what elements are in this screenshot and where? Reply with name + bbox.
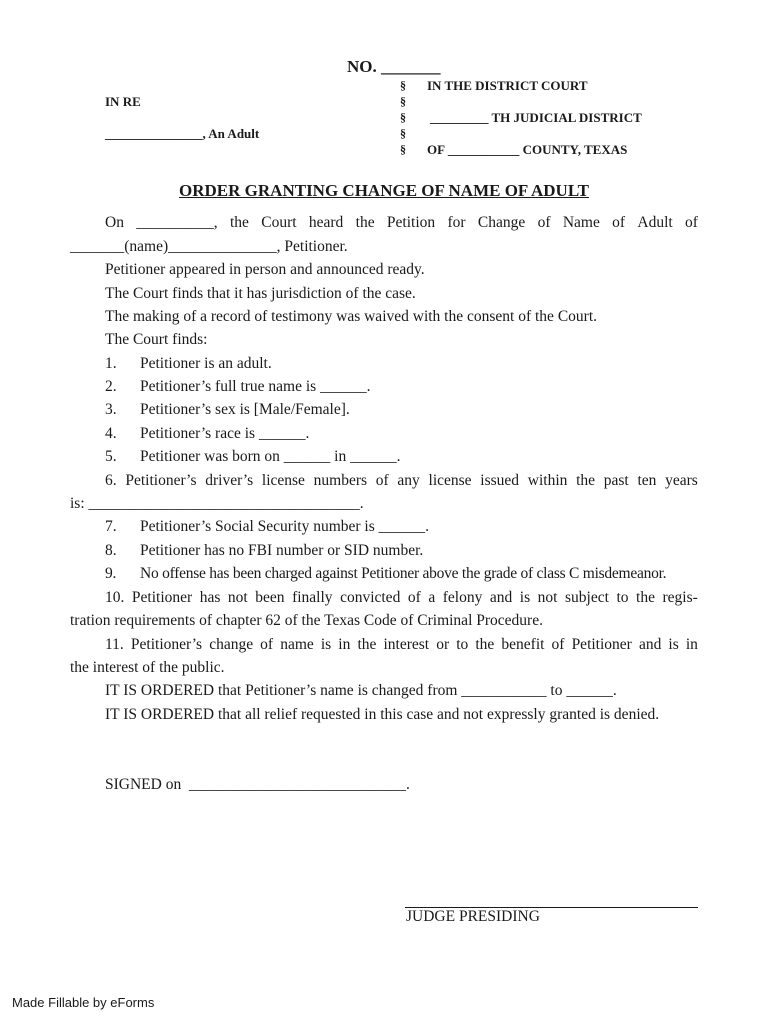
statement-court-finds: The Court finds: — [105, 331, 208, 348]
intro-word: Adult — [637, 214, 673, 231]
finding-text: Petitioner’s sex is [Male/Female]. — [140, 401, 350, 418]
finding-6-line-1 — [105, 472, 698, 490]
finding-word: been — [255, 589, 285, 606]
finding-word: past — [603, 472, 629, 489]
finding-word: change — [209, 636, 254, 653]
order-name-change: IT IS ORDERED that Petitioner’s name is changed from ___________ to ______. — [105, 682, 617, 699]
intro-line-1 — [105, 214, 698, 232]
finding-number: 1. — [105, 355, 117, 372]
finding-word: ten — [637, 472, 657, 489]
finding-word: license — [261, 472, 305, 489]
intro-word: for — [447, 214, 466, 231]
district-line: _________ TH JUDICIAL DISTRICT — [430, 110, 642, 125]
adult-name-line: _______________, An Adult — [105, 126, 260, 141]
finding-word: felony — [442, 589, 483, 606]
finding-word: Petitioner’s — [130, 636, 203, 653]
finding-text: Petitioner has no FBI number or SID number. — [140, 542, 424, 559]
finding-9 — [105, 565, 666, 583]
finding-text: Petitioner is an adult. — [140, 355, 272, 372]
finding-word: of — [407, 589, 421, 606]
finding-word: interest — [383, 636, 430, 653]
intro-line-2: _______(name)______________, Petitioner. — [70, 238, 348, 255]
finding-word: subject — [565, 589, 609, 606]
finding-word: the — [576, 472, 596, 489]
intro-word: Name — [562, 214, 600, 231]
finding-word: of — [375, 472, 389, 489]
finding-number: 3. — [105, 401, 117, 418]
finding-word: to — [456, 636, 469, 653]
finding-word: of — [551, 636, 565, 653]
finding-number: 2. — [105, 378, 117, 395]
finding-number: 6. — [105, 472, 117, 489]
finding-word: within — [527, 472, 568, 489]
finding-11-line-2: the interest of the public. — [70, 659, 225, 676]
intro-word: of — [685, 214, 698, 231]
finding-number: 11. — [105, 636, 124, 653]
intro-word: On — [105, 214, 124, 231]
finding-7 — [105, 518, 429, 536]
finding-word: not — [537, 589, 558, 606]
intro-word: Court — [261, 214, 297, 231]
finding-word: driver’s — [205, 472, 254, 489]
finding-word: in — [338, 636, 351, 653]
finding-10-line-2: tration requirements of chapter 62 of the Texas Code of Criminal Procedure. — [70, 612, 543, 629]
intro-word: the — [355, 214, 375, 231]
finding-1 — [105, 355, 272, 373]
finding-word: the — [475, 636, 495, 653]
finding-word: or — [436, 636, 450, 653]
finding-number: 5. — [105, 448, 117, 465]
finding-6-line-2: is: ___________________________________. — [70, 495, 364, 512]
intro-word: heard — [308, 214, 344, 231]
eforms-footer: Made Fillable by eForms — [12, 995, 155, 1010]
section-symbol: § — [400, 78, 406, 92]
order-relief-denied: IT IS ORDERED that all relief requested in this case and not expressly granted is denied. — [105, 706, 660, 723]
statement-jurisdiction: The Court finds that it has jurisdiction of the case. — [105, 285, 416, 302]
intro-word: __________, — [136, 214, 218, 231]
intro-word: of — [612, 214, 626, 231]
finding-number: 4. — [105, 425, 117, 442]
statement-appearance: Petitioner appeared in person and announced ready. — [105, 261, 425, 278]
finding-word: in — [685, 636, 698, 653]
finding-word: years — [665, 472, 698, 489]
finding-word: convicted — [340, 589, 401, 606]
in-re-label: IN RE — [105, 94, 141, 109]
finding-word: a — [428, 589, 436, 606]
finding-word: is — [519, 589, 531, 606]
finding-text: Petitioner’s race is ______. — [140, 425, 310, 442]
finding-number: 7. — [105, 518, 117, 535]
intro-word: the — [229, 214, 249, 231]
finding-word: Petitioner — [131, 589, 193, 606]
finding-word: any — [397, 472, 420, 489]
finding-word: license — [428, 472, 472, 489]
finding-word: numbers — [313, 472, 368, 489]
section-symbol: § — [400, 126, 406, 140]
finding-word: the — [636, 589, 655, 606]
finding-text: Petitioner’s Social Security number is ______. — [140, 518, 430, 535]
intro-word: of — [537, 214, 551, 231]
county-line: OF ___________ COUNTY, TEXAS — [427, 142, 628, 157]
finding-word: regis- — [662, 589, 698, 606]
finding-word: and — [489, 589, 513, 606]
section-symbol: § — [400, 110, 406, 124]
finding-word: Petitioner’s — [125, 472, 197, 489]
finding-word: finally — [292, 589, 333, 606]
finding-3 — [105, 401, 350, 419]
finding-word: Petitioner — [571, 636, 632, 653]
finding-word: has — [199, 589, 221, 606]
finding-word: of — [260, 636, 274, 653]
finding-word: issued — [480, 472, 520, 489]
finding-word: is — [668, 636, 679, 653]
judge-presiding-label: JUDGE PRESIDING — [406, 908, 540, 925]
finding-word: benefit — [501, 636, 545, 653]
statement-record-waived: The making of a record of testimony was waived with the consent of the Court. — [105, 308, 597, 325]
finding-2 — [105, 378, 370, 396]
finding-text: No offense has been charged against Petitioner above the grade of class C misdemeanor. — [140, 565, 667, 582]
finding-text: Petitioner was born on ______ in ______. — [140, 448, 401, 465]
finding-text: Petitioner’s full true name is ______. — [140, 378, 371, 395]
finding-4 — [105, 425, 309, 443]
finding-5 — [105, 448, 400, 466]
document-title: ORDER GRANTING CHANGE OF NAME OF ADULT — [179, 181, 589, 200]
intro-word: Change — [477, 214, 526, 231]
signed-on-line: SIGNED on ____________________________. — [105, 776, 410, 793]
finding-11-line-1 — [105, 636, 698, 654]
finding-8 — [105, 542, 423, 560]
finding-number: 9. — [105, 565, 117, 582]
finding-10-line-1 — [105, 589, 698, 607]
court-line: IN THE DISTRICT COURT — [427, 78, 588, 93]
finding-number: 10. — [105, 589, 125, 606]
section-symbol: § — [400, 142, 406, 156]
finding-word: name — [280, 636, 314, 653]
finding-word: not — [227, 589, 248, 606]
case-number: NO. _______ — [347, 57, 441, 76]
finding-word: to — [616, 589, 629, 606]
finding-word: the — [357, 636, 377, 653]
intro-word: Petition — [386, 214, 436, 231]
finding-word: and — [638, 636, 662, 653]
section-symbol: § — [400, 94, 406, 108]
finding-word: is — [320, 636, 332, 653]
finding-number: 8. — [105, 542, 117, 559]
